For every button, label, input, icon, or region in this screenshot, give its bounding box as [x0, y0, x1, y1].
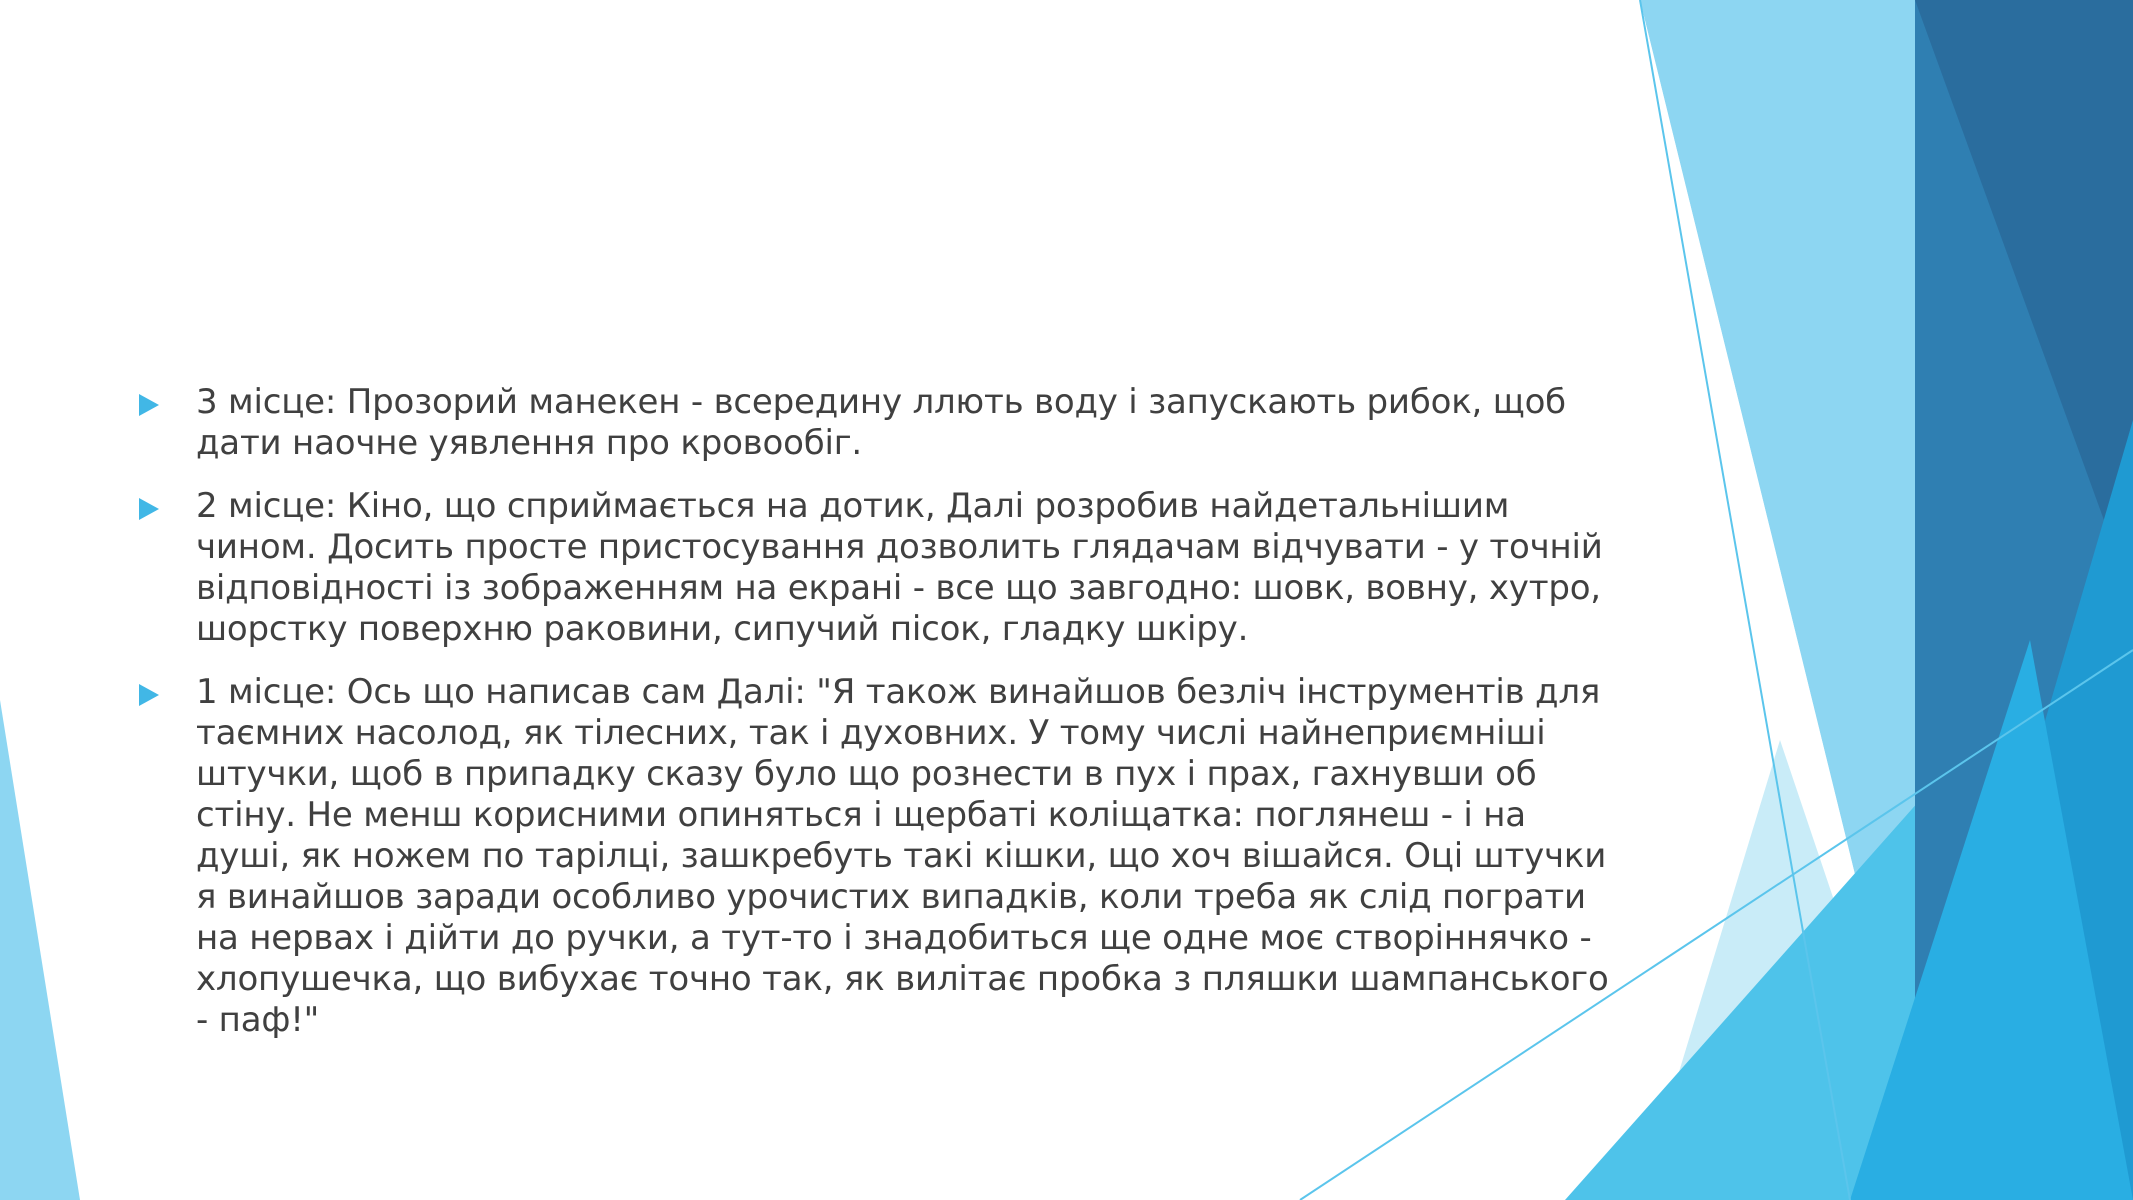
bullet-arrow-icon — [139, 394, 159, 416]
bullet-item-3rd-place — [136, 382, 1616, 464]
bullet-text: 2 місце: Кіно, що сприймається на дотик, Далі розробив найдетальнішим чином. Досить просте пристосування дозволить глядачам відчувати - у точній відповідності із зображенням на екрані - все що завгодно: шовк, вовну, хутро, шорстку поверхню раковини, сипучий пісок, гладку шкіру. — [196, 486, 1603, 649]
bullet-text: 3 місце: Прозорий манекен - всередину ллють воду і запускають рибок, щоб дати наочне уявлення про кровообіг. — [196, 382, 1566, 463]
bullet-item-1st-place — [136, 672, 1616, 1041]
bullet-text: 1 місце: Ось що написав сам Далі: "Я також винайшов безліч інструментів для таємних насолод, як тілесних, так і духовних. У тому числі найнеприємніші штучки, щоб в припадку сказу було що рознести в пух і прах, гахнувши об стіну. Не менш корисними опиняться і щербаті коліщатка: поглянеш - і на душі, як ножем по тарілці, зашкребуть такі кішки, що хоч вішайся. Оці штучки я винайшов заради особливо урочистих випадків, коли треба як слід пограти на нервах і дійти до ручки, а тут-то і знадобиться ще одне моє створіннячко - хлопушечка, що вибухає точно так, як вилітає пробка з пляшки шампанського - паф!" — [196, 672, 1609, 1040]
bullet-list — [136, 382, 1616, 1063]
left-edge-triangle — [0, 700, 80, 1200]
bullet-item-2nd-place — [136, 486, 1616, 650]
bullet-arrow-icon — [139, 498, 159, 520]
bullet-arrow-icon — [139, 684, 159, 706]
